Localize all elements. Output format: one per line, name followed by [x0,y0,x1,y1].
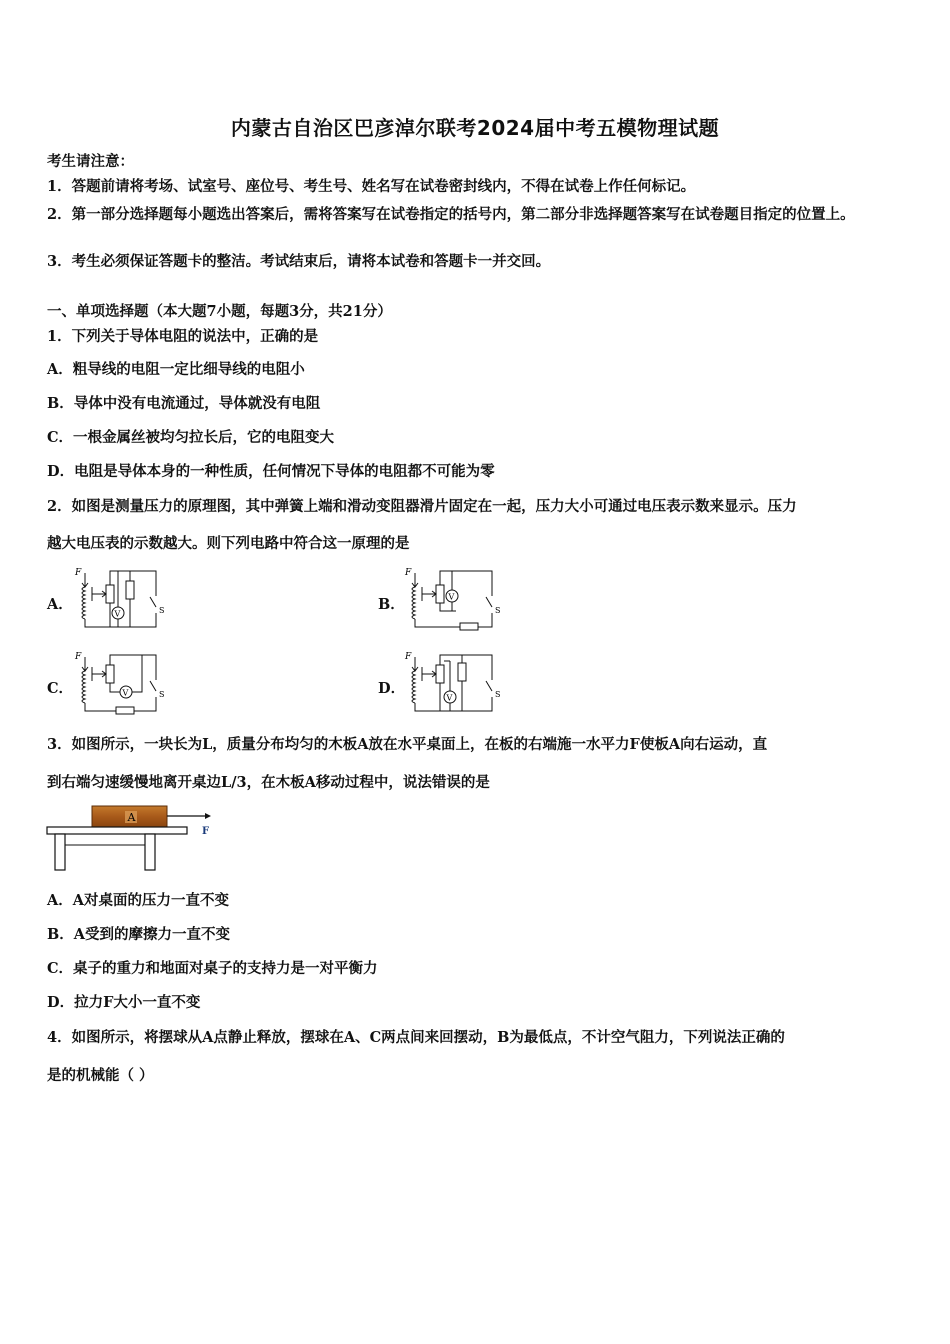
q2-label-b: B． [378,596,405,613]
switch-label: S [159,606,165,615]
voltmeter-label: V [446,693,453,703]
switch-label: S [159,690,165,699]
switch-label: S [495,606,500,615]
notice-item-1: 1．答题前请将考场、试室号、座位号、考生号、姓名写在试卷密封线内，不得在试卷上作任何标记。 [47,178,696,195]
q4-stem-line2: 是的机械能（ ） [47,1067,154,1084]
q1-stem: 1．下列关于导体电阻的说法中，正确的是 [47,328,319,345]
force-label: F [75,568,82,578]
q2-stem-line2: 越大电压表的示数越大。则下列电路中符合这一原理的是 [47,535,410,552]
q2-label-c: C． [47,680,74,697]
q1-option-a: A．粗导线的电阻一定比细导线的电阻小 [47,361,305,378]
voltmeter-label: V [448,592,455,602]
circuit-a-figure [70,563,170,633]
page-title: 内蒙古自治区巴彦淖尔联考2024届中考五模物理试题 [230,116,720,140]
q3-option-a: A．A对桌面的压力一直不变 [47,892,229,909]
force-label: F [405,568,412,578]
block-label: A [127,811,136,824]
q3-table-figure [45,803,220,873]
notice-item-3: 3．考生必须保证答题卡的整洁。考试结束后，请将本试卷和答题卡一并交回。 [47,253,551,270]
table-leg-right [145,834,155,870]
q1-option-b: B．导体中没有电流通过，导体就没有电阻 [47,395,321,412]
notice-heading: 考生请注意： [47,153,134,170]
q1-option-d: D．电阻是导体本身的一种性质，任何情况下导体的电阻都不可能为零 [47,463,495,480]
voltmeter-label: V [114,609,121,619]
section-heading: 一、单项选择题（本大题7小题，每题3分，共21分） [47,303,392,320]
circuit-d-figure [400,647,500,719]
circuit-c-figure [70,647,170,719]
q1-option-c: C．一根金属丝被均匀拉长后，它的电阻变大 [47,429,335,446]
notice-item-2: 2．第一部分选择题每小题选出答案后，需将答案写在试卷指定的括号内，第二部分非选择题答案写在试卷题目指定的位置上。 [47,206,855,223]
q3-option-d: D．拉力F大小一直不变 [47,994,201,1011]
force-label: F [75,652,82,662]
q2-label-a: A． [47,596,73,613]
table-top [47,827,187,834]
q2-label-d: D． [378,680,406,697]
q3-stem-line1: 3．如图所示，一块长为L，质量分布均匀的木板A放在水平桌面上，在板的右端施一水平力F使板A向右运动，直 [47,736,768,753]
switch-label: S [495,690,500,699]
q2-stem-line1: 2．如图是测量压力的原理图，其中弹簧上端和滑动变阻器滑片固定在一起，压力大小可通过电压表示数来显示。压力 [47,498,797,515]
table-leg-left [55,834,65,870]
voltmeter-label: V [122,688,129,698]
circuit-b-figure [400,563,500,633]
force-label: F [202,826,210,837]
force-label: F [405,652,412,662]
q3-option-c: C．桌子的重力和地面对桌子的支持力是一对平衡力 [47,960,378,977]
q4-stem-line1: 4．如图所示，将摆球从A点静止释放，摆球在A、C两点间来回摆动，B为最低点，不计空气阻力，下列说法正确的 [47,1029,785,1046]
q3-stem-line2: 到右端匀速缓慢地离开桌边L/3，在木板A移动过程中，说法错误的是 [47,774,490,791]
q3-option-b: B．A受到的摩擦力一直不变 [47,926,231,943]
